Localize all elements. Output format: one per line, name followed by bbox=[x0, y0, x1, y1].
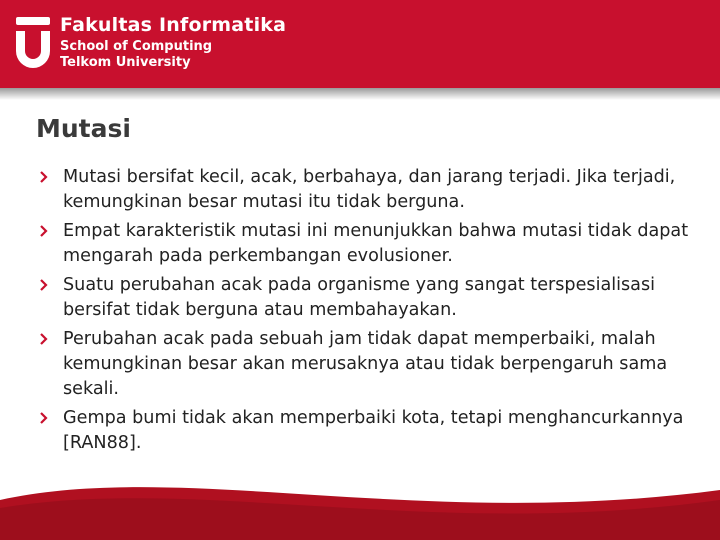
chevron-right-icon bbox=[38, 223, 48, 239]
bullet-item bbox=[36, 165, 696, 215]
brand-subtitle-university: Telkom University bbox=[60, 55, 191, 70]
bullet-text: Empat karakteristik mutasi ini menunjukkan bahwa mutasi tidak dapat mengarah pada perkembangan evolusioner. bbox=[63, 221, 689, 266]
bullet-text: Mutasi bersifat kecil, acak, berbahaya, dan jarang terjadi. Jika terjadi, kemungkinan besar mutasi itu tidak berguna. bbox=[63, 167, 676, 212]
bullet-text: Suatu perubahan acak pada organisme yang sangat terspesialisasi bersifat tidak berguna atau membahayakan. bbox=[63, 275, 656, 320]
chevron-right-icon bbox=[38, 410, 48, 426]
brand-subtitle-school: School of Computing bbox=[60, 39, 213, 54]
bullet-item bbox=[36, 219, 696, 269]
bullet-item bbox=[36, 273, 696, 323]
telkom-logo-icon bbox=[14, 13, 52, 71]
bullet-item bbox=[36, 327, 696, 402]
chevron-right-icon bbox=[38, 331, 48, 347]
bullet-text: Perubahan acak pada sebuah jam tidak dapat memperbaiki, malah kemungkinan besar akan merusaknya atau tidak berpengaruh sama sekali. bbox=[63, 329, 668, 399]
bullet-list bbox=[36, 165, 696, 460]
bullet-text: Gempa bumi tidak akan memperbaiki kota, tetapi menghancurkannya [RAN88]. bbox=[63, 408, 684, 453]
brand-title: Fakultas Informatika bbox=[60, 14, 287, 36]
footer-wave bbox=[0, 470, 720, 540]
chevron-right-icon bbox=[38, 169, 48, 185]
chevron-right-icon bbox=[38, 277, 48, 293]
header-banner bbox=[0, 0, 720, 88]
header-shadow bbox=[0, 88, 720, 100]
bullet-item bbox=[36, 406, 696, 456]
slide-title: Mutasi bbox=[36, 114, 131, 143]
